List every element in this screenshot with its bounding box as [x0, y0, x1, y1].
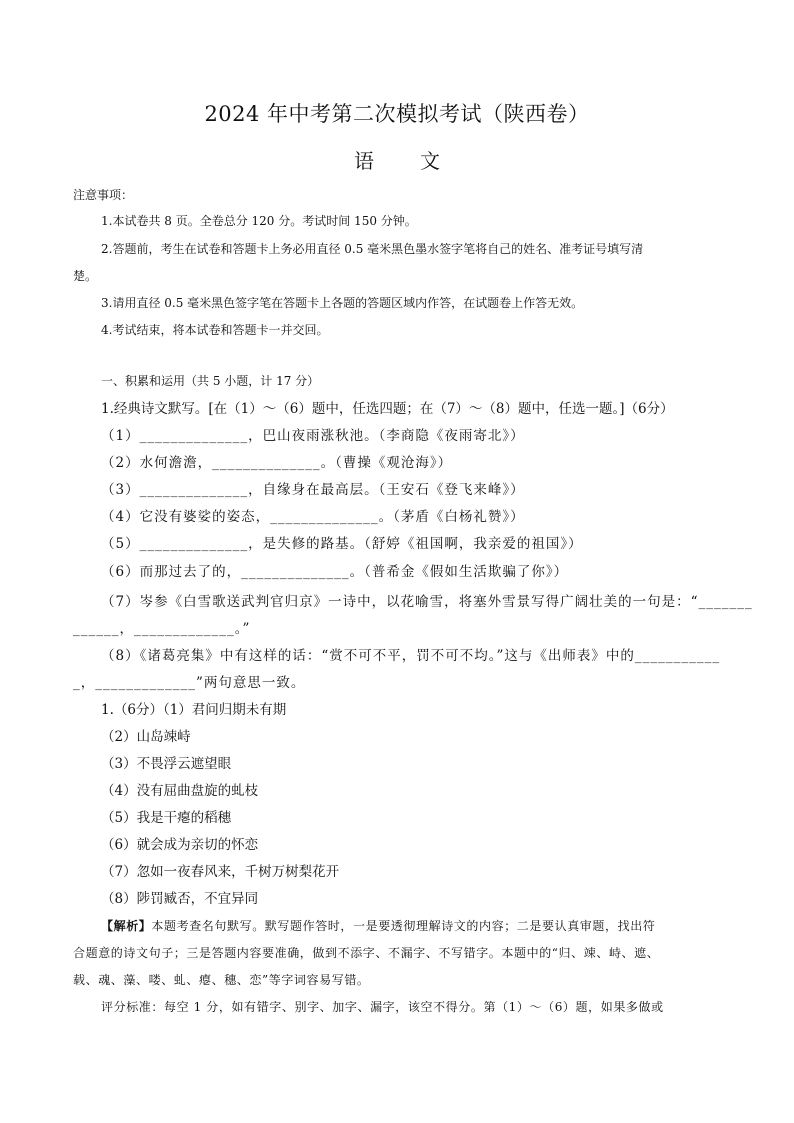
notice-item-3: 3.请用直径 0.5 毫米黑色签字笔在答题卡上各题的答题区域内作答，在试题卷上作答无效。 [101, 296, 584, 310]
subject-char-1: 语 [354, 149, 374, 173]
analysis-line-3: 载、魂、藻、喽、虬、瘪、穗、恋”等字词容易写错。 [73, 973, 370, 987]
answer-line-8: （8）陟罚臧否，不宜异同 [101, 891, 259, 907]
fill-item-3: （3）______________，自缘身在最高层。（王安石《登飞来峰》） [101, 482, 525, 498]
scoring-line: 评分标准：每空 1 分，如有错字、别字、加字、漏字，该空不得分。第（1）～（6）题，如果多做或 [101, 1000, 664, 1014]
section-heading: 一、积累和运用（共 5 小题，计 17 分） [101, 374, 320, 388]
notice-item-1: 1.本试卷共 8 页。全卷总分 120 分。考试时间 150 分钟。 [101, 214, 417, 228]
answer-line-5: （5）我是干瘪的稻穗 [101, 810, 232, 826]
answer-line-6: （6）就会成为亲切的怀恋 [101, 837, 259, 853]
notice-item-2-cont: 楚。 [73, 269, 98, 283]
subject-char-2: 文 [420, 149, 440, 173]
fill-item-4: （4）它没有婆娑的姿态，______________。（茅盾《白杨礼赞》） [101, 509, 525, 525]
fill-item-6: （6）而那过去了的，______________。（普希金《假如生活欺骗了你》） [101, 564, 569, 580]
analysis-line-2: 合题意的诗文句子；三是答题内容要准确，做到不添字、不漏字、不写错字。本题中的“归、竦、峙、遮、 [73, 946, 660, 960]
analysis-line-1 [101, 917, 655, 935]
analysis-label: 【解析】 [101, 919, 152, 933]
fill-item-8-line-2: _，_____________”两句意思一致。 [73, 675, 306, 691]
fill-item-7-line-2: ______，_____________。” [73, 621, 251, 637]
answer-line-1: 1.（6分）（1）君问归期未有期 [101, 702, 287, 718]
notice-item-2: 2.答题前，考生在试卷和答题卡上务必用直径 0.5 毫米黑色墨水签字笔将自己的姓名、准考证号填写清 [101, 242, 644, 256]
analysis-text-1: 本题考查名句默写。默写题作答时，一是要透彻理解诗文的内容；二是要认真审题，找出符 [151, 919, 656, 933]
answer-line-4: （4）没有屈曲盘旋的虬枝 [101, 783, 259, 799]
notice-item-4: 4.考试结束，将本试卷和答题卡一并交回。 [101, 323, 329, 337]
subject-title [0, 145, 794, 174]
question-1-stem: 1.经典诗文默写。[在（1）～（6）题中，任选四题；在（7）～（8）题中，任选一题。]（6分） [101, 401, 674, 417]
fill-item-1: （1）______________，巴山夜雨涨秋池。（李商隐《夜雨寄北》） [101, 428, 525, 444]
fill-item-8-line-1: （8）《诸葛亮集》中有这样的话：“赏不可不平，罚不可不均。”这与《出师表》中的___________ [101, 648, 721, 664]
fill-item-2: （2）水何澹澹，______________。（曹操《观沧海》） [101, 455, 453, 471]
fill-item-7-line-1: （7）岑参《白雪歌送武判官归京》一诗中，以花喻雪，将塞外雪景写得广阔壮美的一句是：“_______ [101, 594, 753, 610]
fill-item-5: （5）______________，是失修的路基。（舒婷《祖国啊，我亲爱的祖国》） [101, 536, 583, 552]
answer-line-7: （7）忽如一夜春风来，千树万树梨花开 [101, 864, 340, 880]
answer-line-2: （2）山岛竦峙 [101, 729, 191, 745]
page-title: 2024 年中考第二次模拟考试（陕西卷） [204, 102, 590, 126]
notice-heading: 注意事项： [73, 188, 134, 202]
answer-line-3: （3）不畏浮云遮望眼 [101, 756, 232, 772]
